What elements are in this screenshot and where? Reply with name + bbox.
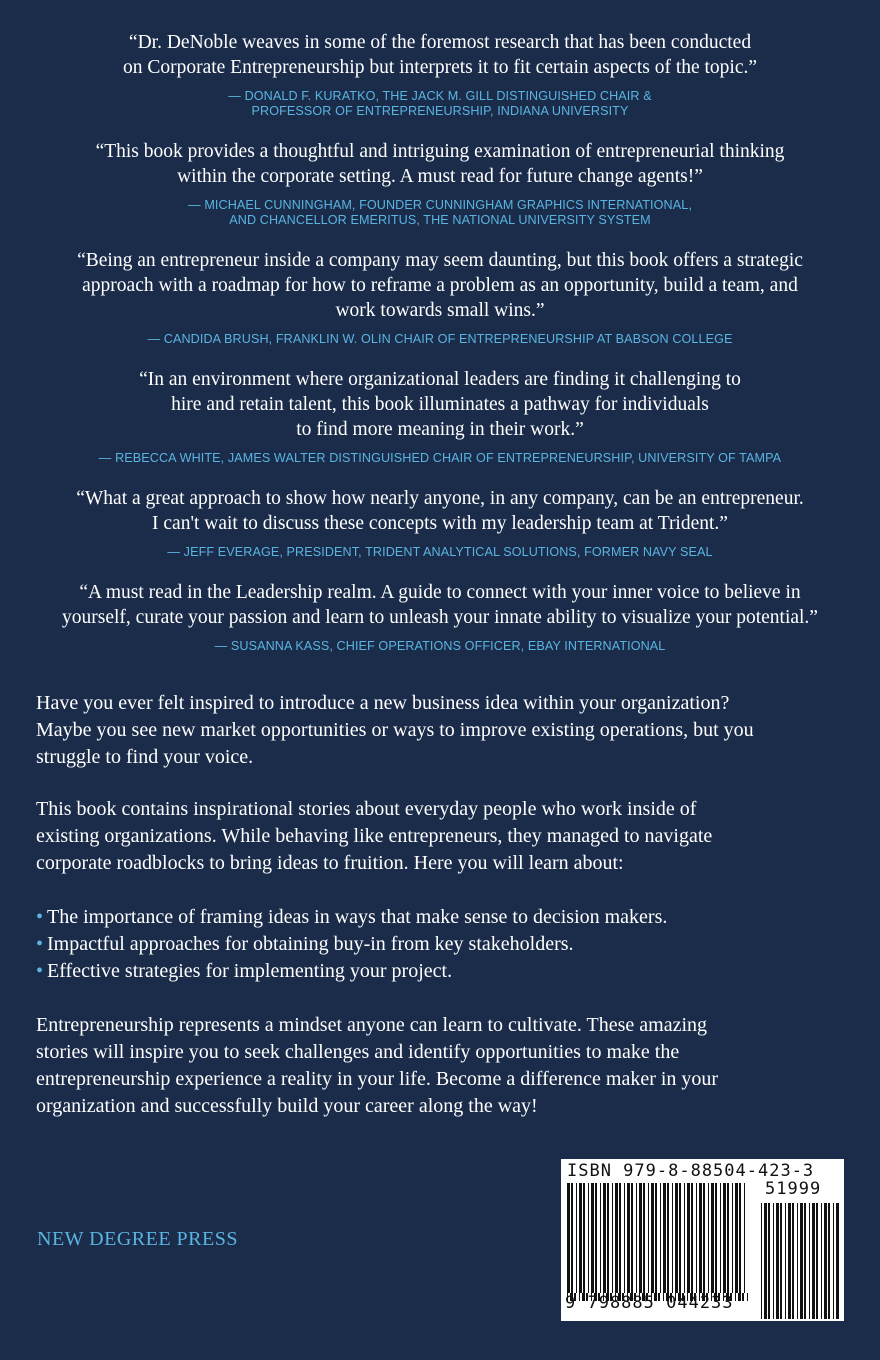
barcode-bar bbox=[595, 1183, 597, 1293]
barcode-bar bbox=[643, 1183, 645, 1293]
barcode-bar bbox=[747, 1293, 748, 1301]
barcode-bar bbox=[768, 1203, 770, 1319]
barcode-bar bbox=[735, 1183, 738, 1293]
barcode-bar bbox=[663, 1183, 666, 1293]
quote-line: on Corporate Entrepreneurship but interprets it to fit certain aspects of the topic.” bbox=[122, 57, 758, 78]
barcode-bar bbox=[792, 1203, 794, 1319]
barcode-bar bbox=[809, 1203, 810, 1319]
barcode-bar bbox=[667, 1183, 669, 1293]
quote-line: “A must read in the Leadership realm. A guide to connect with your inner voice to believe in bbox=[79, 582, 801, 603]
bullet-icon: • bbox=[36, 933, 44, 955]
quote-line: hire and retain talent, this book illuminates a pathway for individuals bbox=[171, 394, 709, 415]
attribution-line: AND CHANCELLOR EMERITUS, THE NATIONAL UNIVERSITY SYSTEM bbox=[229, 213, 651, 227]
quote-line: approach with a roadmap for how to reframe a problem as an opportunity, build a team, and bbox=[82, 275, 798, 296]
testimonial-attribution bbox=[0, 198, 880, 228]
bullet-item bbox=[36, 931, 851, 958]
price-code: 51999 bbox=[765, 1179, 822, 1199]
barcode-bar bbox=[591, 1183, 594, 1293]
barcode-bar bbox=[660, 1183, 661, 1293]
bullet-icon: • bbox=[36, 960, 44, 982]
bullet-item bbox=[36, 904, 851, 931]
quote-line: “In an environment where organizational leaders are finding it challenging to bbox=[139, 369, 741, 390]
quote-line: work towards small wins.” bbox=[335, 300, 545, 321]
description-paragraph-2 bbox=[36, 796, 851, 877]
quote-line: I can't wait to discuss these concepts with my leadership team at Trident.” bbox=[152, 513, 728, 534]
barcode-bar bbox=[651, 1183, 654, 1293]
barcode-bar bbox=[764, 1203, 767, 1319]
testimonial-quote bbox=[0, 30, 880, 80]
barcode-bar bbox=[567, 1183, 570, 1293]
paragraph-line: Maybe you see new market opportunities or ways to improve existing operations, but you bbox=[36, 719, 754, 741]
attribution-line: PROFESSOR OF ENTREPRENEURSHIP, INDIANA UNIVERSITY bbox=[251, 104, 629, 118]
publisher-name: NEW DEGREE PRESS bbox=[37, 1228, 238, 1250]
barcode-bar bbox=[631, 1183, 633, 1293]
barcode-bar bbox=[607, 1183, 609, 1293]
barcode-bar bbox=[738, 1293, 741, 1301]
quote-line: “Being an entrepreneur inside a company may seem daunting, but this book offers a strategic bbox=[77, 250, 803, 271]
paragraph-line: organization and successfully build your career along the way! bbox=[36, 1095, 538, 1117]
bullet-text: Impactful approaches for obtaining buy-in from key stakeholders. bbox=[47, 933, 574, 955]
barcode-bar bbox=[576, 1183, 577, 1293]
barcode-digits: 9 798885 044233 bbox=[565, 1293, 734, 1313]
barcode-bar bbox=[780, 1203, 782, 1319]
barcode-bar bbox=[583, 1183, 585, 1293]
barcode-bar bbox=[833, 1203, 834, 1319]
barcode-bar bbox=[720, 1183, 721, 1293]
attribution-line: — DONALD F. KURATKO, THE JACK M. GILL DISTINGUISHED CHAIR & bbox=[228, 89, 652, 103]
barcode-bar bbox=[785, 1203, 786, 1319]
barcode-bar bbox=[619, 1183, 621, 1293]
barcode-bar bbox=[603, 1183, 606, 1293]
attribution-line: — CANDIDA BRUSH, FRANKLIN W. OLIN CHAIR OF ENTREPRENEURSHIP AT BABSON COLLEGE bbox=[147, 332, 733, 346]
paragraph-line: Entrepreneurship represents a mindset anyone can learn to cultivate. These amazing bbox=[36, 1014, 708, 1036]
barcode-bar bbox=[579, 1183, 582, 1293]
barcode-bar bbox=[742, 1293, 744, 1301]
barcode-bar bbox=[824, 1203, 827, 1319]
bullet-text: Effective strategies for implementing your project. bbox=[47, 960, 453, 982]
paragraph-line: struggle to find your voice. bbox=[36, 746, 254, 768]
testimonial bbox=[0, 30, 880, 119]
bullet-item bbox=[36, 958, 851, 985]
description-paragraph-3 bbox=[36, 1012, 851, 1120]
quote-line: “This book provides a thoughtful and intriguing examination of entrepreneurial thinking bbox=[95, 141, 785, 162]
barcode-bar bbox=[612, 1183, 613, 1293]
isbn-barcode bbox=[561, 1159, 844, 1321]
barcode-bar bbox=[672, 1183, 673, 1293]
barcode-bar bbox=[679, 1183, 681, 1293]
barcode-bar bbox=[773, 1203, 774, 1319]
barcode-bar bbox=[788, 1203, 791, 1319]
barcode-bar bbox=[703, 1183, 705, 1293]
quote-line: “What a great approach to show how nearly anyone, in any company, can be an entrepreneur. bbox=[76, 488, 804, 509]
testimonial bbox=[0, 486, 880, 560]
bullet-text: The importance of framing ideas in ways that make sense to decision makers. bbox=[47, 906, 668, 928]
barcode-bar bbox=[816, 1203, 818, 1319]
barcode-bar bbox=[699, 1183, 702, 1293]
testimonial-quote bbox=[0, 486, 880, 536]
bullet-icon: • bbox=[36, 906, 44, 928]
paragraph-line: Have you ever felt inspired to introduce a new business idea within your organization? bbox=[36, 692, 730, 714]
quote-line: within the corporate setting. A must read for future change agents!” bbox=[177, 166, 703, 187]
barcode-bar bbox=[711, 1183, 714, 1293]
paragraph-line: corporate roadblocks to bring ideas to fruition. Here you will learn about: bbox=[36, 852, 624, 874]
barcode-bar bbox=[684, 1183, 685, 1293]
testimonial bbox=[0, 139, 880, 228]
isbn-label: ISBN 979-8-88504-423-3 bbox=[567, 1161, 815, 1181]
barcode-bar bbox=[691, 1183, 693, 1293]
testimonial-attribution bbox=[0, 332, 880, 347]
attribution-line: — REBECCA WHITE, JAMES WALTER DISTINGUISHED CHAIR OF ENTREPRENEURSHIP, UNIVERSITY OF TAMPA bbox=[98, 451, 782, 465]
paragraph-line: entrepreneurship experience a reality in your life. Become a difference maker in your bbox=[36, 1068, 719, 1090]
attribution-line: — MICHAEL CUNNINGHAM, FOUNDER CUNNINGHAM GRAPHICS INTERNATIONAL, bbox=[188, 198, 692, 212]
paragraph-line: This book contains inspirational stories about everyday people who work inside of bbox=[36, 798, 697, 820]
testimonial-quote bbox=[0, 139, 880, 189]
attribution-line: — JEFF EVERAGE, PRESIDENT, TRIDENT ANALYTICAL SOLUTIONS, FORMER NAVY SEAL bbox=[167, 545, 713, 559]
barcode-bar bbox=[735, 1293, 736, 1301]
testimonial-attribution bbox=[0, 89, 880, 119]
barcode-bar bbox=[675, 1183, 678, 1293]
barcode-bar bbox=[696, 1183, 697, 1293]
barcode-bar bbox=[715, 1183, 717, 1293]
barcode-bar bbox=[836, 1203, 839, 1319]
barcode-bar bbox=[571, 1183, 573, 1293]
testimonial bbox=[0, 367, 880, 466]
barcode-bar bbox=[624, 1183, 625, 1293]
quote-line: to find more meaning in their work.” bbox=[296, 419, 584, 440]
barcode-bar bbox=[732, 1183, 733, 1293]
testimonial-quote bbox=[0, 367, 880, 442]
barcode-bar bbox=[648, 1183, 649, 1293]
barcode-bar bbox=[761, 1203, 762, 1319]
barcode-bar bbox=[828, 1203, 830, 1319]
barcode-bar bbox=[727, 1183, 729, 1293]
barcode-bar bbox=[600, 1183, 601, 1293]
barcode-bar bbox=[639, 1183, 642, 1293]
barcode-bar bbox=[627, 1183, 630, 1293]
barcode-bar bbox=[776, 1203, 779, 1319]
barcode-bar bbox=[744, 1183, 745, 1293]
barcode-bar bbox=[804, 1203, 806, 1319]
barcode-bar bbox=[821, 1203, 822, 1319]
testimonial-quote bbox=[0, 248, 880, 323]
barcode-bar bbox=[812, 1203, 815, 1319]
barcode-bar bbox=[739, 1183, 741, 1293]
testimonial bbox=[0, 248, 880, 347]
barcode-bar bbox=[588, 1183, 589, 1293]
barcode-bar bbox=[723, 1183, 726, 1293]
testimonial-quote bbox=[0, 580, 880, 630]
description-paragraph-1 bbox=[36, 690, 851, 771]
testimonial-attribution bbox=[0, 639, 880, 654]
barcode-bar bbox=[655, 1183, 657, 1293]
testimonial-attribution bbox=[0, 545, 880, 560]
barcode-bar bbox=[615, 1183, 618, 1293]
testimonial-attribution bbox=[0, 451, 880, 466]
barcode-bar bbox=[687, 1183, 690, 1293]
quote-line: yourself, curate your passion and learn to unleash your innate ability to visualize your potential.” bbox=[62, 607, 818, 628]
barcode-bar bbox=[797, 1203, 798, 1319]
quote-line: “Dr. DeNoble weaves in some of the foremost research that has been conducted bbox=[128, 32, 752, 53]
paragraph-line: stories will inspire you to seek challenges and identify opportunities to make the bbox=[36, 1041, 680, 1063]
testimonials-section bbox=[0, 30, 880, 654]
barcode-bar bbox=[636, 1183, 637, 1293]
barcode-bar bbox=[800, 1203, 803, 1319]
barcode-bar bbox=[708, 1183, 709, 1293]
bullet-list bbox=[36, 904, 851, 985]
attribution-line: — SUSANNA KASS, CHIEF OPERATIONS OFFICER, EBAY INTERNATIONAL bbox=[214, 639, 666, 653]
paragraph-line: existing organizations. While behaving like entrepreneurs, they managed to navigate bbox=[36, 825, 713, 847]
testimonial bbox=[0, 580, 880, 654]
